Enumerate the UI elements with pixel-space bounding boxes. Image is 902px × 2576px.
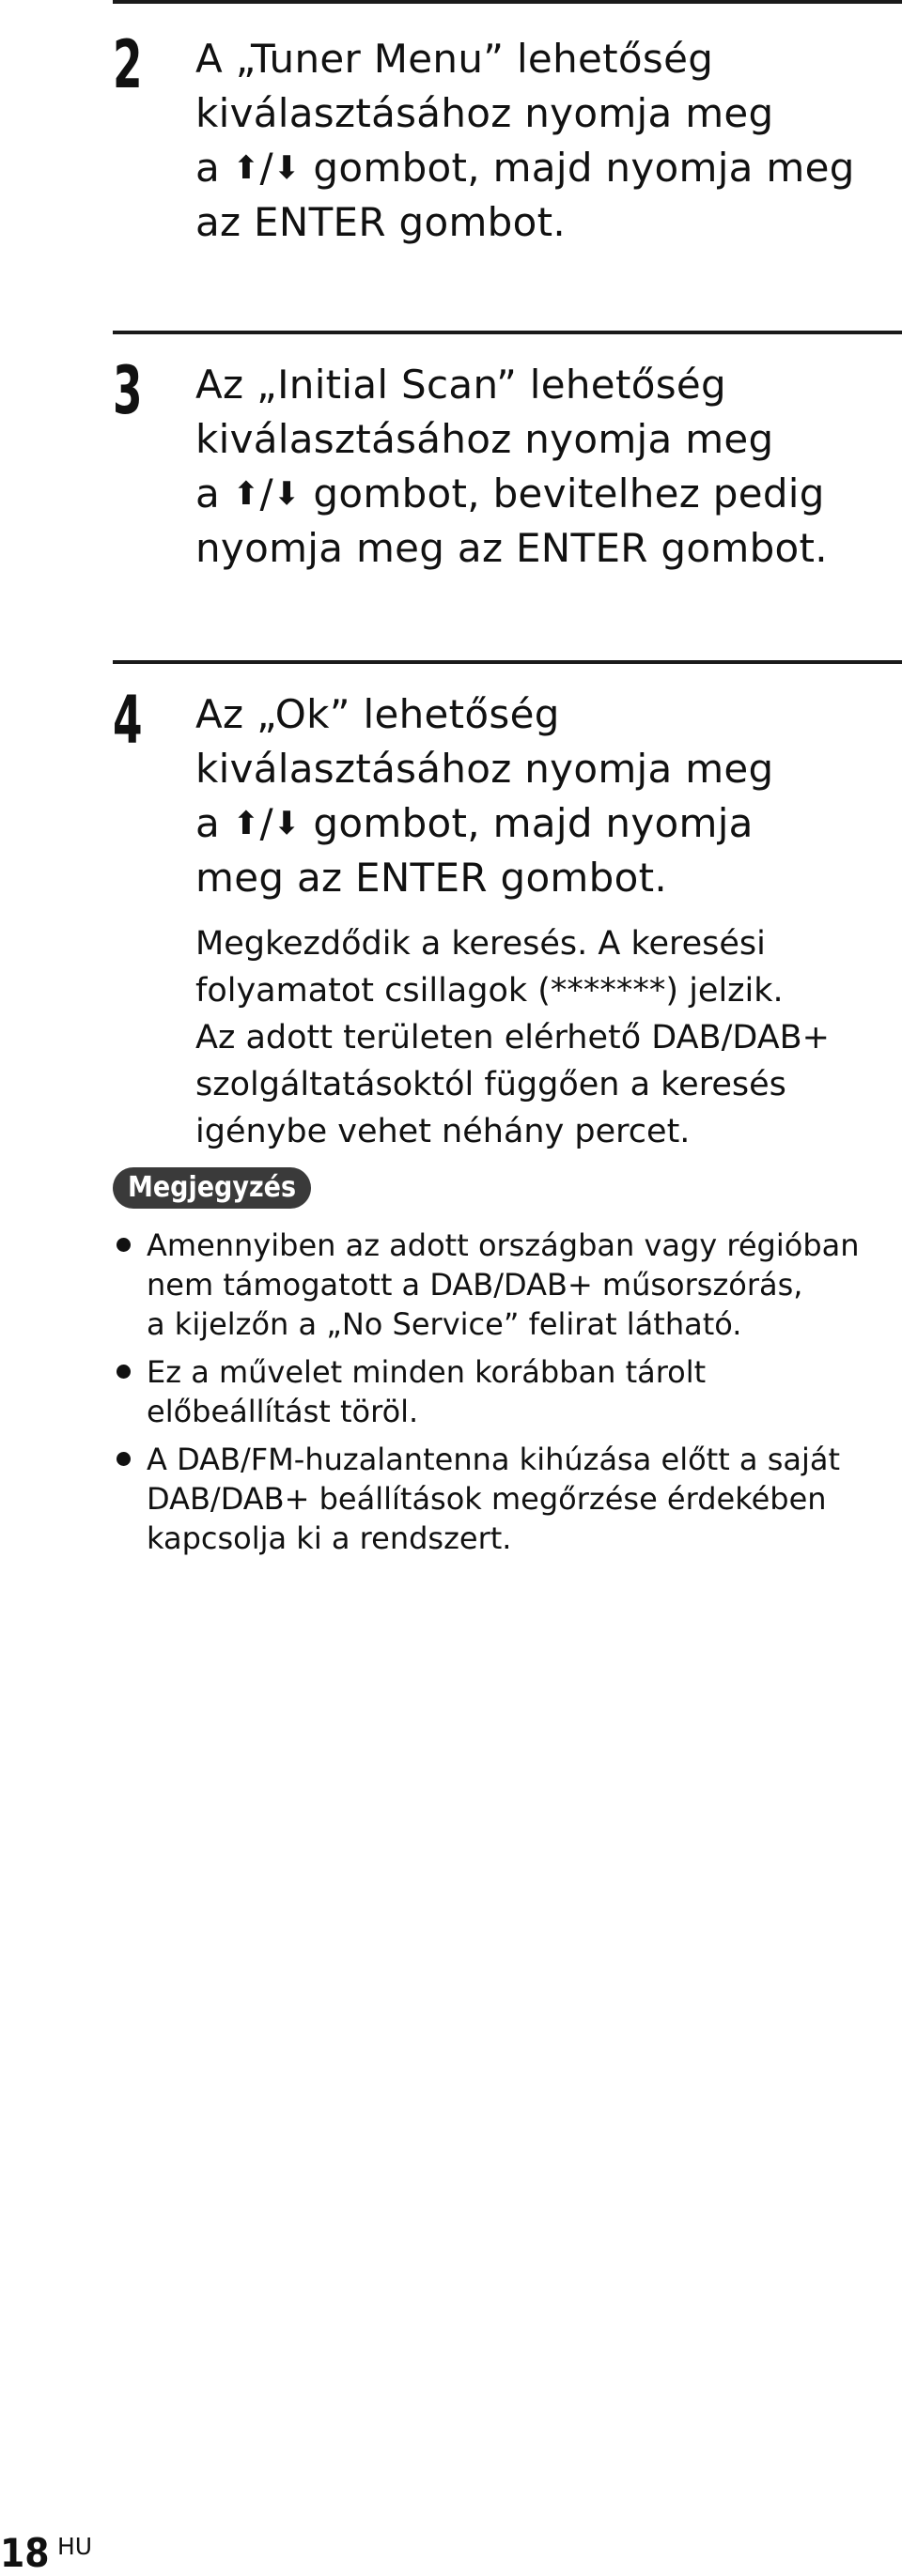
step-line: nyomja meg az ENTER gombot. [195, 525, 828, 571]
note-label: Megjegyzés [113, 1167, 311, 1209]
step-number: 4 [113, 682, 143, 759]
slash-separator: / [259, 800, 273, 846]
up-arrow-icon: ⬆ [232, 475, 260, 513]
bullet-icon [117, 1365, 131, 1379]
bullet-icon [117, 1452, 131, 1466]
step-line-text: a [195, 145, 233, 191]
bullet-icon [117, 1238, 131, 1252]
up-arrow-icon: ⬆ [232, 149, 260, 187]
note-line: A DAB/FM-huzalantenna kihúzása előtt a saját [147, 1442, 841, 1477]
step-line-text: gombot, majd nyomja meg [300, 145, 855, 191]
step-line-text: a [195, 470, 233, 517]
note-line: Amennyiben az adott országban vagy régióban [147, 1227, 860, 1263]
step-2-divider [113, 0, 902, 4]
step-instruction [195, 32, 891, 250]
page-language-code: HU [57, 2533, 93, 2560]
step-number: 2 [113, 26, 143, 103]
step-line-text: a [195, 800, 233, 846]
note-item [113, 1352, 874, 1431]
step-line-text: gombot, bevitelhez pedig [300, 470, 825, 517]
note-item [113, 1440, 874, 1558]
step-line [195, 796, 891, 851]
note-line: kapcsolja ki a rendszert. [147, 1520, 512, 1556]
step-3-divider [113, 331, 902, 334]
detail-line: igénybe vehet néhány percet. [195, 1113, 691, 1150]
note-line: a kijelzőn a „No Service” felirat látható. [147, 1306, 742, 1342]
step-instruction [195, 687, 891, 905]
down-arrow-icon: ⬇ [272, 149, 301, 187]
step-4-divider [113, 660, 902, 664]
step-line: A „Tuner Menu” lehetőség [195, 36, 714, 82]
step-line [195, 467, 891, 521]
slash-separator: / [259, 470, 273, 517]
step-instruction [195, 358, 891, 576]
detail-line: folyamatot csillagok (*******) jelzik. [195, 972, 784, 1010]
step-line-text: gombot, majd nyomja [300, 800, 754, 846]
slash-separator: / [259, 145, 273, 191]
step-line: Az „Ok” lehetőség [195, 691, 560, 737]
step-line: kiválasztásához nyomja meg [195, 90, 774, 136]
step-body [195, 358, 891, 576]
note-item [113, 1226, 874, 1344]
step-line: Az „Initial Scan” lehetőség [195, 362, 726, 408]
down-arrow-icon: ⬇ [272, 475, 301, 513]
step-line: kiválasztásához nyomja meg [195, 746, 774, 792]
step-detail [195, 920, 891, 1155]
page-number: 18 [0, 2530, 50, 2576]
step-number: 3 [113, 352, 143, 429]
note-line: előbeállítást töröl. [147, 1394, 419, 1429]
step-line: kiválasztásához nyomja meg [195, 416, 774, 462]
down-arrow-icon: ⬇ [272, 805, 301, 842]
note-section [113, 1167, 874, 1566]
note-line: DAB/DAB+ beállítások megőrzése érdekében [147, 1481, 827, 1517]
step-line: meg az ENTER gombot. [195, 855, 668, 901]
step-line [195, 141, 891, 195]
step-line: az ENTER gombot. [195, 199, 567, 245]
detail-line: Az adott területen elérhető DAB/DAB+ [195, 1019, 830, 1057]
note-line: nem támogatott a DAB/DAB+ műsorszórás, [147, 1267, 803, 1303]
note-line: Ez a művelet minden korábban tárolt [147, 1354, 707, 1390]
up-arrow-icon: ⬆ [232, 805, 260, 842]
detail-line: Megkezdődik a keresés. A keresési [195, 925, 766, 963]
detail-line: szolgáltatásoktól függően a keresés [195, 1066, 786, 1103]
note-list [113, 1226, 874, 1558]
step-body [195, 32, 891, 250]
step-body [195, 687, 891, 1155]
